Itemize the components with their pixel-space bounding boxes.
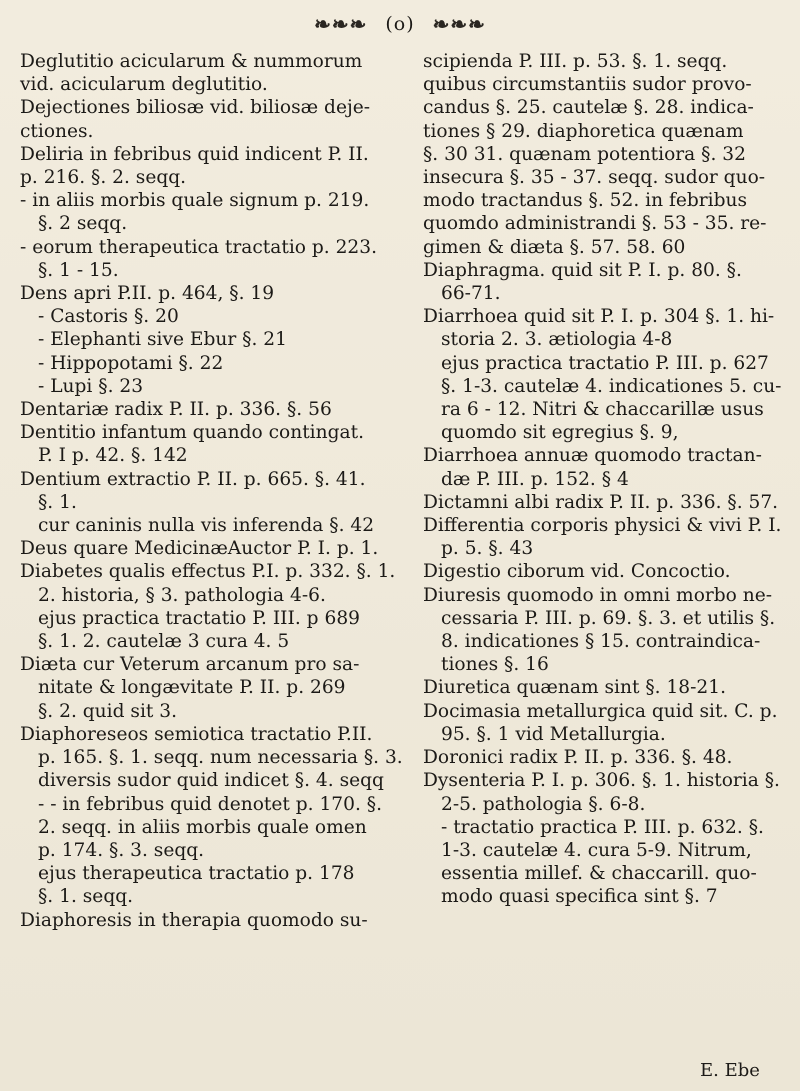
index-line: nitate & longævitate P. II. p. 269 [38, 677, 346, 699]
index-line: §. 1-3. cautelæ 4. indicationes 5. cu- [441, 375, 782, 397]
index-line: - Hippopotami §. 22 [38, 352, 224, 374]
index-line: modo quasi specifica sint §. 7 [441, 886, 718, 908]
page-header [0, 10, 800, 44]
index-line: ra 6 - 12. Nitri & chaccarillæ usus [441, 399, 764, 421]
index-entry [20, 468, 392, 538]
index-line: vid. acicularum deglutitio. [20, 74, 268, 96]
index-line: Differentia corporis physici & vivi P. I. [423, 515, 782, 537]
index-entry [20, 909, 392, 932]
index-line: P. I p. 42. §. 142 [38, 445, 188, 467]
index-line: ejus practica tractatio P. III. p 689 [38, 607, 360, 629]
index-line: 95. §. 1 vid Metallurgia. [441, 723, 666, 745]
index-line: quomdo administrandi §. 53 - 35. re- [423, 213, 767, 235]
index-entry [20, 421, 392, 467]
index-line: storia 2. 3. ætiologia 4-8 [441, 329, 673, 351]
index-line: modo tractandus §. 52. in febribus [423, 190, 748, 212]
ornament-right-icon: ❧❧❧ [432, 11, 486, 36]
index-line: - Elephanti sive Ebur §. 21 [38, 329, 287, 351]
index-line: Deglutitio acicularum & nummorum [20, 51, 363, 72]
index-line: §. 1. 2. cautelæ 3 cura 4. 5 [38, 631, 290, 653]
index-line: 2-5. pathologia §. 6-8. [441, 793, 646, 815]
index-line: Diarrhoea quid sit P. I. p. 304 §. 1. hi- [423, 306, 775, 328]
index-line: Dictamni albi radix P. II. p. 336. §. 57. [423, 491, 779, 513]
index-column-left [20, 50, 403, 932]
index-line: Diuresis quomodo in omni morbo ne- [423, 584, 773, 606]
index-line: p. 5. §. 43 [441, 538, 534, 560]
index-entry [423, 700, 791, 746]
index-line: Deus quare MedicinæAuctor P. I. p. 1. [20, 538, 379, 560]
index-line: Doronici radix P. II. p. 336. §. 48. [423, 747, 733, 769]
index-entry [423, 746, 791, 769]
index-line: §. 2. quid sit 3. [38, 700, 178, 722]
index-line: - Lupi §. 23 [38, 375, 144, 397]
index-line: §. 1. [38, 491, 77, 513]
ornament-left-icon: ❧❧❧ [314, 11, 368, 36]
index-line: §. 1 - 15. [38, 259, 119, 281]
index-line: scipienda P. III. p. 53. §. 1. seqq. [423, 51, 728, 72]
index-line: - eorum therapeutica tractatio p. 223. [20, 236, 377, 258]
index-line: Diabetes qualis effectus P.I. p. 332. §. 1. [20, 561, 396, 583]
index-line: Dentium extractio P. II. p. 665. §. 41. [20, 468, 366, 490]
page-signature-mark: (o) [385, 12, 415, 35]
index-line: Dysenteria P. I. p. 306. §. 1. historia §. [423, 770, 780, 792]
index-entry [20, 537, 392, 560]
index-entry [20, 653, 392, 723]
index-line: dæ P. III. p. 152. § 4 [441, 468, 629, 490]
index-line: Dens apri P.II. p. 464, §. 19 [20, 283, 275, 305]
index-line: ejus practica tractatio P. III. p. 627 [441, 352, 769, 374]
index-line: Deliria in febribus quid indicent P. II. [20, 143, 369, 165]
index-entry [20, 560, 396, 653]
index-line: §. 2 seqq. [38, 213, 128, 235]
index-line: candus §. 25. cautelæ §. 28. indica- [423, 97, 754, 119]
index-entry [423, 584, 791, 677]
index-entry [423, 514, 791, 560]
index-entry [423, 50, 791, 259]
index-column-right [423, 50, 791, 909]
index-line: - tractatio practica P. III. p. 632. §. [441, 816, 764, 838]
index-entry [423, 259, 791, 305]
index-entry [20, 96, 392, 142]
index-line: p. 165. §. 1. seqq. num necessaria §. 3. [38, 747, 403, 769]
index-entry [423, 676, 791, 699]
index-line: 8. indicationes § 15. contraindica- [441, 631, 761, 653]
index-line: 1-3. cautelæ 4. cura 5-9. Nitrum, [441, 839, 752, 861]
index-line: 2. historia, § 3. pathologia 4-6. [38, 584, 326, 606]
index-line: quibus circumstantiis sudor provo- [423, 74, 752, 96]
index-line: Dentitio infantum quando contingat. [20, 422, 364, 444]
index-line: - in aliis morbis quale signum p. 219. [20, 190, 370, 212]
index-line: diversis sudor quid indicet §. 4. seqq [38, 770, 384, 792]
index-line: p. 216. §. 2. seqq. [20, 167, 187, 189]
index-line: 2. seqq. in aliis morbis quale omen [38, 816, 367, 838]
index-line: quomdo sit egregius §. 9, [441, 422, 679, 444]
index-line: tiones §. 16 [441, 654, 549, 676]
index-line: Docimasia metallurgica quid sit. C. p. [423, 700, 778, 722]
index-line: §. 1. seqq. [38, 886, 134, 908]
index-line: Diaphoreseos semiotica tractatio P.II. [20, 723, 373, 745]
index-line: p. 174. §. 3. seqq. [38, 839, 205, 861]
index-entry [423, 305, 791, 444]
index-line: cessaria P. III. p. 69. §. 3. et utilis §. [441, 607, 776, 629]
index-entry [423, 491, 791, 514]
index-line: ejus therapeutica tractatio p. 178 [38, 863, 355, 885]
index-line: §. 30 31. quænam potentiora §. 32 [423, 143, 746, 165]
index-line: tiones § 29. diaphoretica quænam [423, 120, 744, 142]
index-line: Diaphragma. quid sit P. I. p. 80. §. [423, 259, 742, 281]
index-line: gimen & diæta §. 57. 58. 60 [423, 236, 686, 258]
index-line: 66-71. [441, 283, 501, 305]
index-entry [423, 769, 791, 908]
index-line: Diuretica quænam sint §. 18-21. [423, 677, 726, 699]
index-line: Dentariæ radix P. II. p. 336. §. 56 [20, 399, 332, 421]
index-line: ctiones. [20, 120, 94, 142]
index-line: essentia millef. & chaccarill. quo- [441, 863, 757, 885]
index-line: - Castoris §. 20 [38, 306, 179, 328]
index-entry [20, 143, 392, 282]
index-line: Diæta cur Veterum arcanum pro sa- [20, 654, 360, 676]
index-line: Diaphoresis in therapia quomodo su- [20, 909, 368, 931]
index-line: - - in febribus quid denotet p. 170. §. [38, 793, 382, 815]
index-entry [20, 282, 392, 398]
index-line: Diarrhoea annuæ quomodo tractan- [423, 445, 762, 467]
index-line: insecura §. 35 - 37. seqq. sudor quo- [423, 167, 766, 189]
index-line: Digestio ciborum vid. Concoctio. [423, 561, 731, 583]
catchword: E. Ebe [700, 1060, 760, 1081]
index-entry [20, 398, 392, 421]
index-entry [20, 50, 392, 96]
index-entry [423, 444, 791, 490]
index-line: Dejectiones biliosæ vid. biliosæ deje- [20, 97, 371, 119]
index-entry [20, 723, 403, 909]
index-line: cur caninis nulla vis inferenda §. 42 [38, 515, 375, 537]
index-entry [423, 560, 791, 583]
